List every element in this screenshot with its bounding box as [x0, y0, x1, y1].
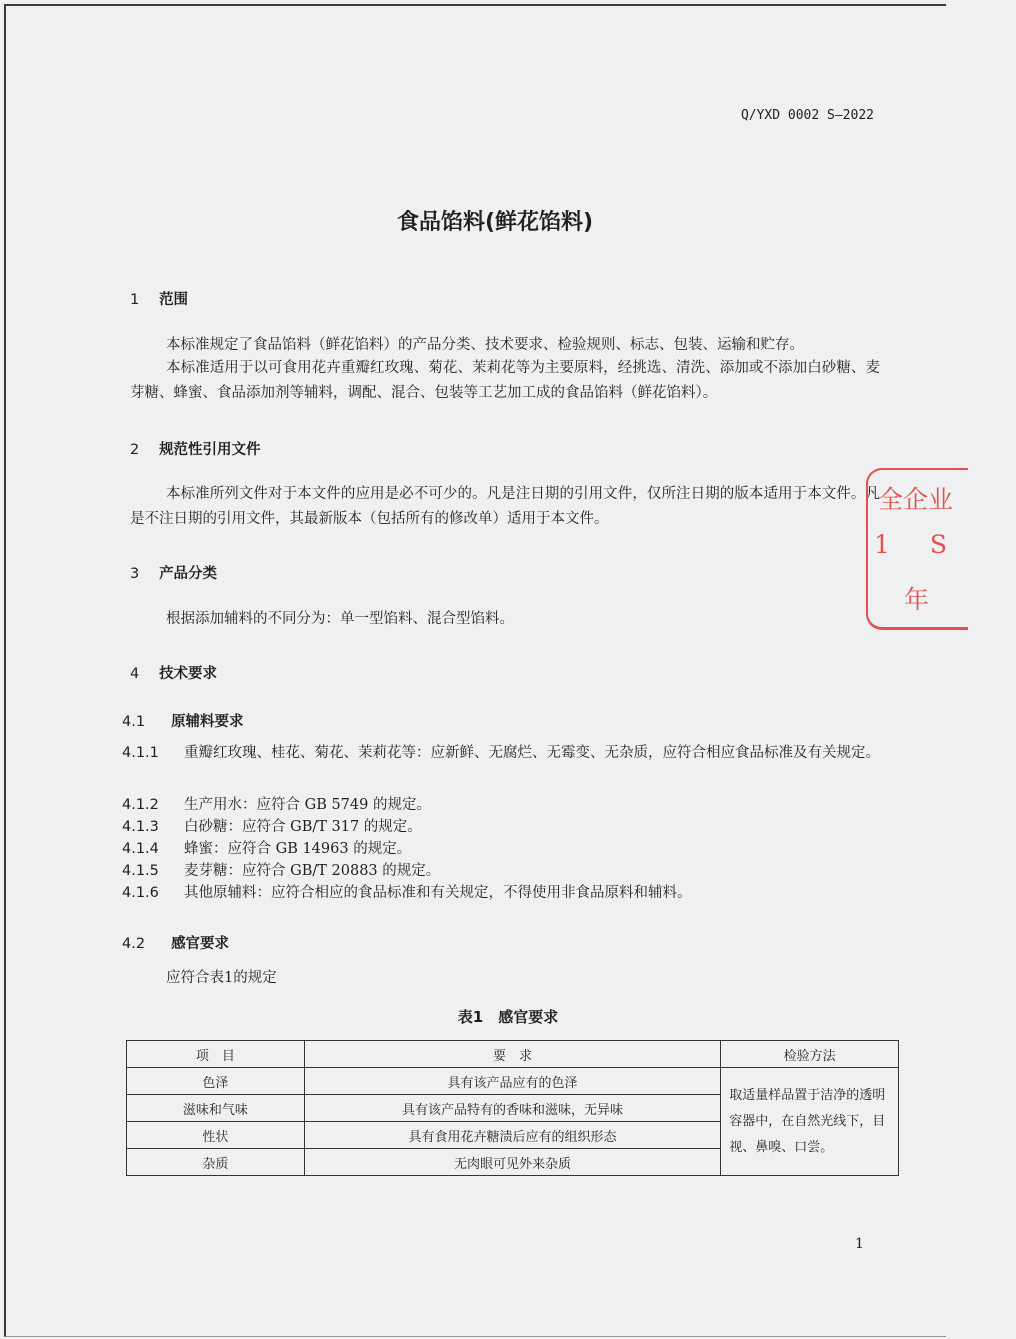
item-text: 生产用水：应符合 GB 5749 的规定。: [184, 797, 431, 813]
stamp-text-line-2: 1S: [874, 530, 988, 559]
item-text: 其他原辅料：应符合相应的食品标准和有关规定，不得使用非食品原料和辅料。: [184, 885, 692, 901]
section-title: 规范性引用文件: [159, 442, 261, 458]
list-item: [122, 838, 880, 860]
document-code: Q/YXD 0002 S—2022: [740, 108, 874, 123]
section-number: 4: [130, 666, 140, 682]
section-4-2-heading: [122, 932, 229, 953]
list-item: [122, 860, 880, 882]
table-cell: 具有食用花卉糖渍后应有的组织形态: [304, 1122, 720, 1149]
section-number: 1: [130, 292, 140, 308]
column-header-method: 检验方法: [721, 1041, 899, 1068]
section-number: 2: [130, 442, 140, 458]
list-item: [122, 882, 880, 904]
section-4-heading: [130, 662, 217, 683]
list-item: [122, 742, 880, 764]
table-row: [127, 1068, 899, 1095]
sensory-requirements-table: [126, 1040, 899, 1176]
stamp-text-line-3: 年: [904, 585, 930, 614]
section-1-heading: [130, 288, 188, 309]
section-title: 产品分类: [159, 566, 218, 582]
item-text: 麦芽糖：应符合 GB/T 20883 的规定。: [184, 863, 441, 879]
section-number: 4.1: [122, 714, 146, 730]
page-number: 1: [855, 1236, 864, 1252]
references-paragraph: 本标准所列文件对于本文件的应用是必不可少的。凡是注日期的引用文件，仅所注日期的版本适用于本文件。凡是不注日期的引用文件，其最新版本（包括所有的修改单）适用于本文件。: [130, 486, 880, 527]
item-number: 4.1.6: [122, 885, 159, 901]
section-3-heading: [130, 562, 217, 583]
item-number: 4.1.3: [122, 819, 159, 835]
sensory-paragraph: 应符合表1的规定: [166, 970, 277, 986]
inspection-method-cell: 取适量样品置于洁净的透明容器中，在自然光线下，目视、鼻嗅、口尝。: [721, 1068, 899, 1176]
table-cell: 性状: [127, 1122, 305, 1149]
table-cell: 具有该产品特有的香味和滋味，无异味: [304, 1095, 720, 1122]
list-item: [122, 816, 880, 838]
table-header-row: [127, 1041, 899, 1068]
scope-paragraph-2: 本标准适用于以可食用花卉重瓣红玫瑰、菊花、茉莉花等为主要原料，经挑选、清洗、添加或不添加白砂糖、麦芽糖、蜂蜜、食品添加剂等辅料，调配、混合、包装等工艺加工成的食品馅料（鲜花馅料）。: [130, 360, 880, 401]
section-4-1-heading: [122, 710, 244, 731]
item-number: 4.1.1: [122, 745, 159, 761]
item-number: 4.1.4: [122, 841, 159, 857]
column-header-item: 项 目: [127, 1041, 305, 1068]
stamp-text-line-1: 全企业: [878, 485, 954, 514]
table-cell: 具有该产品应有的色泽: [304, 1068, 720, 1095]
scope-paragraph-1: 本标准规定了食品馅料（鲜花馅料）的产品分类、技术要求、检验规则、标志、包装、运输和贮存。: [166, 337, 804, 353]
item-text: 白砂糖：应符合 GB/T 317 的规定。: [184, 819, 422, 835]
section-number: 3: [130, 566, 140, 582]
table-cell: 杂质: [127, 1149, 305, 1176]
section-number: 4.2: [122, 936, 146, 952]
item-text: 重瓣红玫瑰、桂花、菊花、茉莉花等：应新鲜、无腐烂、无霉变、无杂质，应符合相应食品标准及有关规定。: [184, 745, 880, 761]
section-title: 技术要求: [159, 666, 218, 682]
document-title: 食品馅料(鲜花馅料): [396, 210, 594, 235]
item-text: 蜂蜜：应符合 GB 14963 的规定。: [184, 841, 412, 857]
item-number: 4.1.5: [122, 863, 159, 879]
list-item: [122, 794, 880, 816]
classification-paragraph: 根据添加辅料的不同分为：单一型馅料、混合型馅料。: [166, 611, 514, 627]
table-caption: 表1 感官要求: [457, 1008, 559, 1026]
table-cell: 色泽: [127, 1068, 305, 1095]
red-seal-stamp: [866, 468, 988, 630]
section-title: 原辅料要求: [171, 714, 244, 730]
section-title: 范围: [159, 292, 189, 308]
section-2-heading: [130, 438, 261, 459]
table-cell: 无肉眼可见外来杂质: [304, 1149, 720, 1176]
section-title: 感官要求: [171, 936, 230, 952]
table-cell: 滋味和气味: [127, 1095, 305, 1122]
column-header-requirement: 要 求: [304, 1041, 720, 1068]
item-number: 4.1.2: [122, 797, 159, 813]
